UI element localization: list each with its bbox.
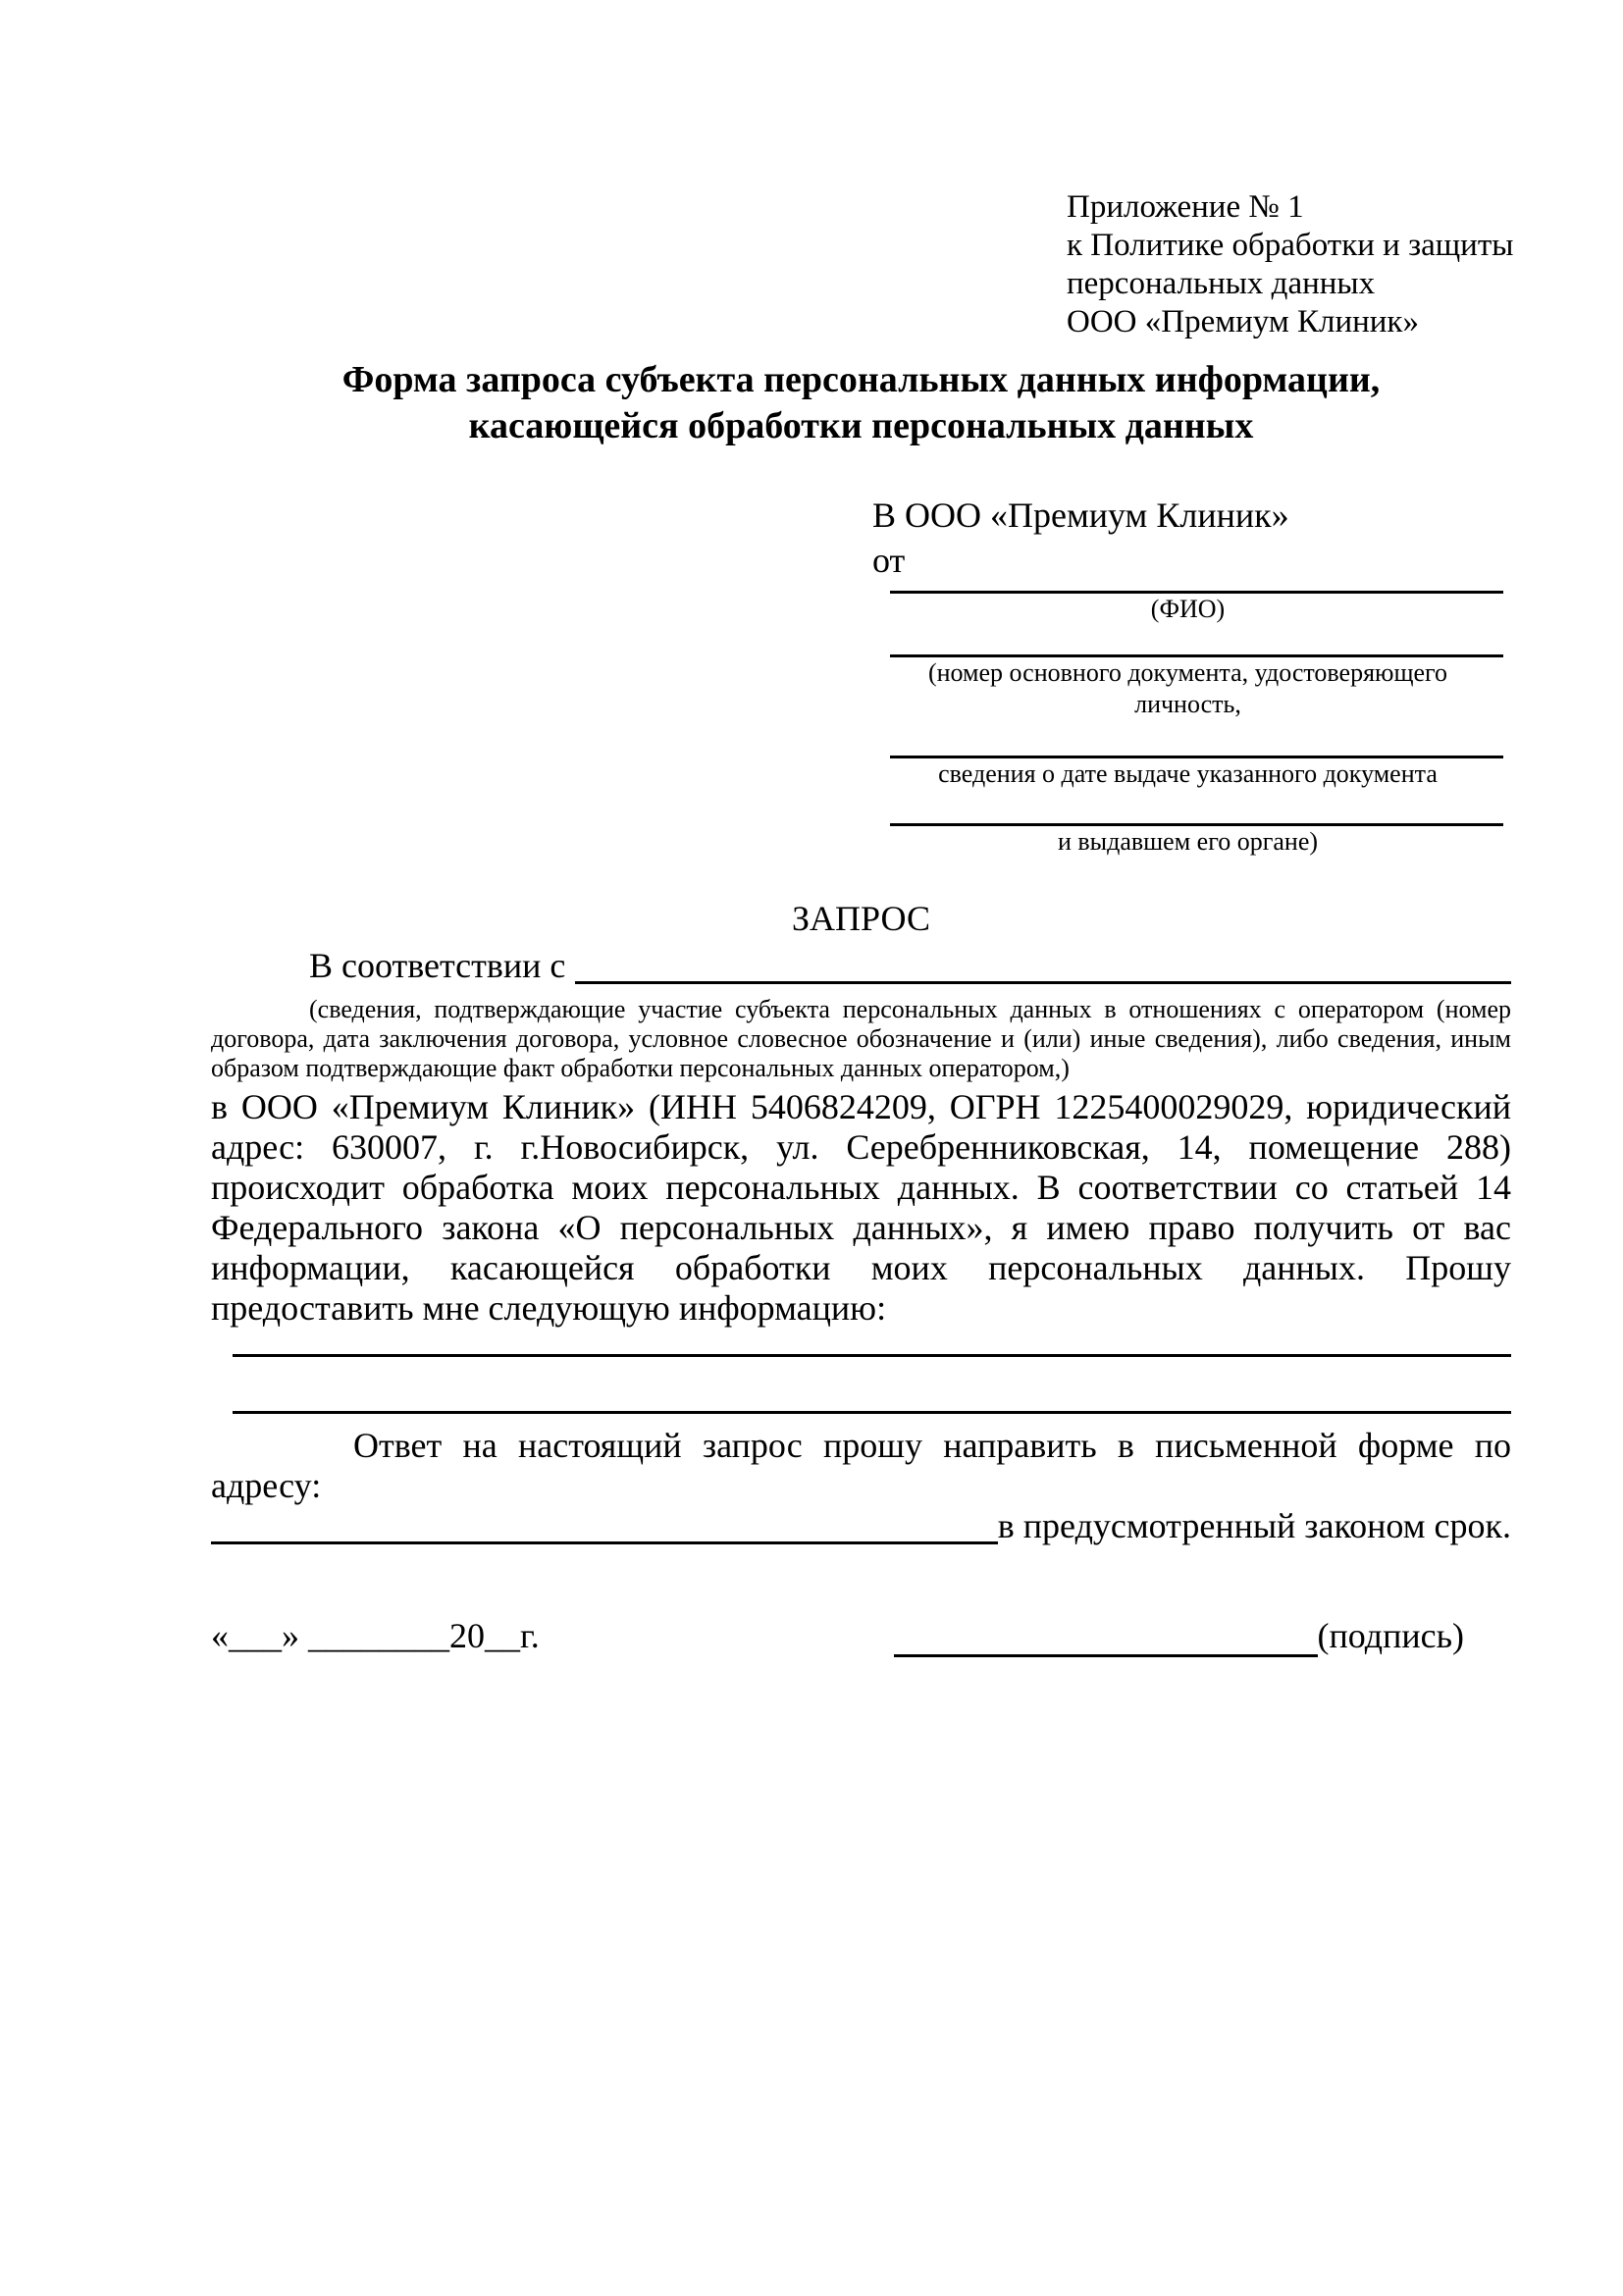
issuing-authority-field-unit <box>872 790 1503 858</box>
basis-fill-line[interactable] <box>575 946 1511 984</box>
signature-fill-line[interactable] <box>894 1615 1318 1657</box>
document-date-caption: сведения о дате выдаче указанного документа <box>938 759 1438 788</box>
appendix-block <box>1067 0 1623 341</box>
appendix-line: Приложение № 1 <box>1067 189 1304 225</box>
basis-label: В соответствии с <box>309 946 566 985</box>
addressee-block <box>872 493 1503 858</box>
information-fill-line-1[interactable] <box>233 1329 1511 1357</box>
information-fill-line-2[interactable] <box>233 1357 1511 1414</box>
request-section <box>211 897 1511 1657</box>
basis-row <box>211 946 1511 989</box>
reply-clause-suffix: в предусмотренный законом срок. <box>997 1506 1511 1545</box>
reply-clause-text: Ответ на настоящий запрос прошу направить в письменной форме по адресу: <box>211 1426 1511 1505</box>
issuing-authority-fill-line[interactable] <box>890 790 1503 826</box>
request-body-paragraph: в ООО «Премиум Клиник» (ИНН 5406824209, ОГРН 1225400029029, юридический адрес: 630007, г. г.Новосибирск, ул. Серебренниковская, 14, помещение 288) происходит обработка моих персональных данных. В соответствии со статьей 14 Федерального закона «О персональных данных», я имею право получить от вас информации, касающейся обработки моих персональных данных. Прошу предоставить мне следующую информацию: <box>211 1087 1511 1328</box>
request-heading: ЗАПРОС <box>792 899 930 938</box>
fio-field-unit <box>872 583 1503 625</box>
fio-caption: (ФИО) <box>1150 595 1226 623</box>
document-date-field-unit <box>872 720 1503 790</box>
reply-address-fill-line[interactable] <box>211 1506 998 1544</box>
reply-address-row <box>211 1506 1511 1549</box>
fio-fill-line[interactable] <box>890 583 1503 594</box>
document-date-fill-line[interactable] <box>890 720 1503 758</box>
basis-caption: (сведения, подтверждающие участие субъекта персональных данных в отношениях с оператором (номер договора, дата заключения договора, условное словесное обозначение и (или) иные сведения), либо сведения, иным образом подтверждающие факт обработки персональных данных оператором,) <box>211 995 1511 1082</box>
page-title-line: Форма запроса субъекта персональных данных информации, <box>341 359 1381 400</box>
appendix-line: ООО «Премиум Клиник» <box>1067 304 1419 339</box>
addressee-to: В ООО «Премиум Клиник» <box>872 496 1289 535</box>
document-number-fill-line[interactable] <box>890 625 1503 657</box>
signature-caption: (подпись) <box>1317 1616 1464 1655</box>
appendix-line: персональных данных <box>1067 266 1376 301</box>
page-title <box>211 357 1511 449</box>
signature-group <box>894 1614 1464 1657</box>
document-number-field-unit <box>872 625 1503 720</box>
appendix-line: к Политике обработки и защиты <box>1067 228 1514 263</box>
document-number-caption: (номер основного документа, удостоверяющего личность, <box>927 658 1448 718</box>
addressee-from-label: от <box>872 541 906 580</box>
signature-row <box>211 1614 1511 1657</box>
page-title-line: касающейся обработки персональных данных <box>468 405 1254 446</box>
date-field[interactable]: «___» ________20__г. <box>211 1616 540 1655</box>
issuing-authority-caption: и выдавшем его органе) <box>1057 827 1319 856</box>
